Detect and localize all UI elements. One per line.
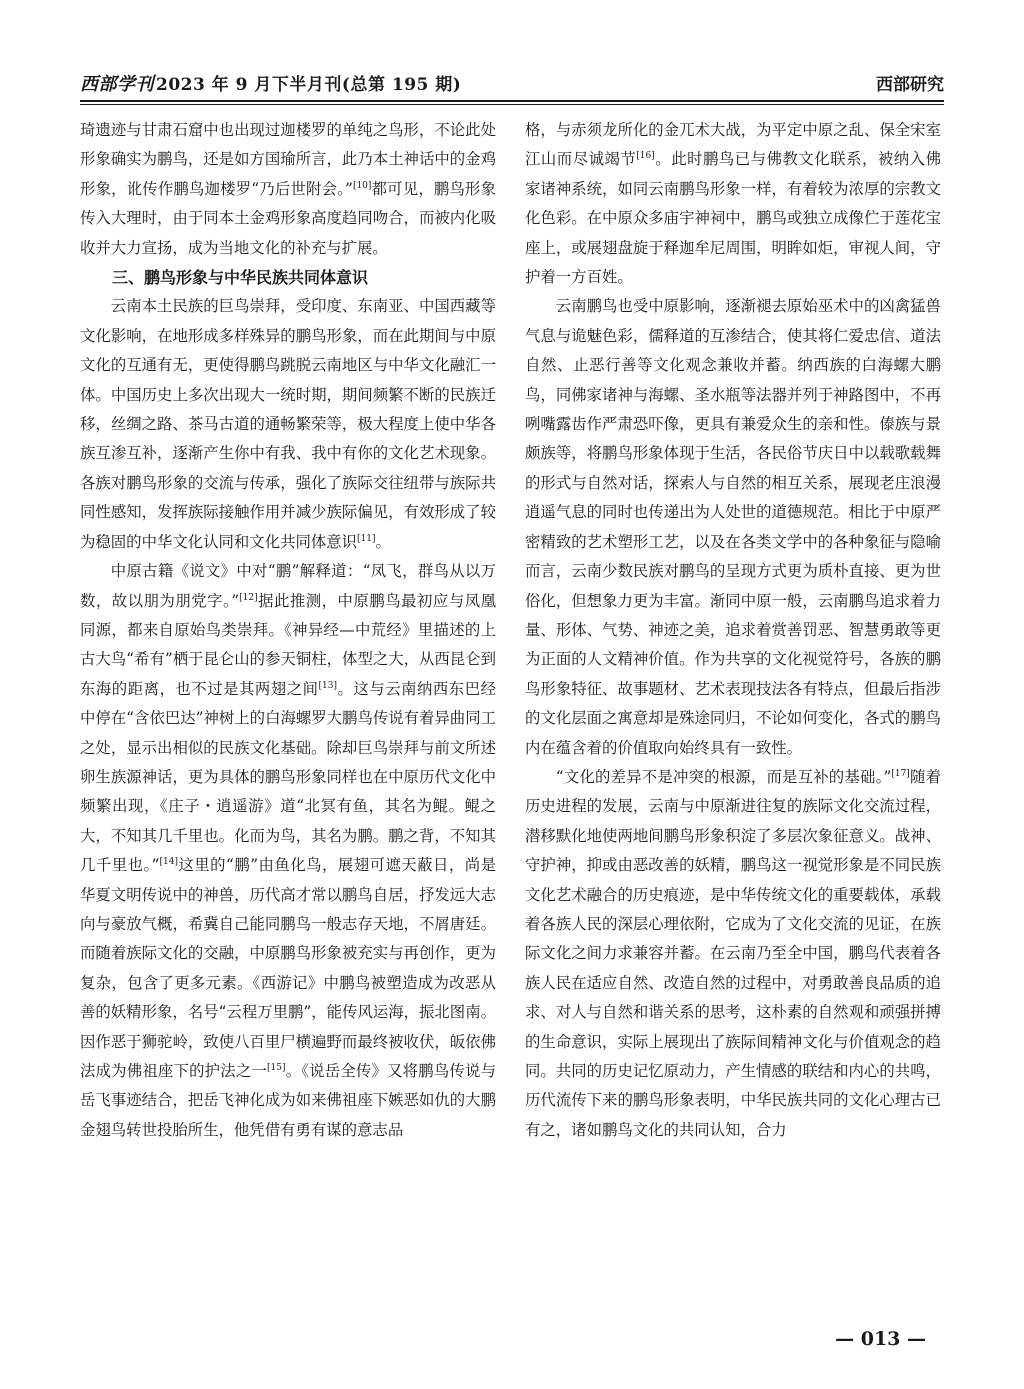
citation: [16] [636,151,655,162]
paragraph: 中原古籍《说文》中对“鹏”解释道：“凤飞，群鸟从以万数，故以朋为朋党字。”[12]据此推测，中原鹏鸟最初应与凤凰同源，都来自原始鸟类崇拜。《神异经—中荒经》里描述的上古大鸟“希有”栖于昆仑山的参天铜柱，体型之大，从西昆仑到东海的距离，也不过是其两翅之间[13]。这与云南纳西东巴经中停在“含依巴达”神树上的白海螺罗大鹏鸟传说有着异曲同工之处，显示出相似的民族文化基础。除却巨鸟崇拜与前文所述卵生族源神话，更为具体的鹏鸟形象同样也在中原历代文化中频繁出现，《庄子・逍遥游》道“北冥有鱼，其名为鲲。鲲之大，不知其几千里也。化而为鸟，其名为鹏。鹏之背，不知其几千里也。”[14]这里的“鹏”由鱼化鸟，展翅可遮天蔽日，尚是华夏文明传说中的神兽，历代高才常以鹏鸟自居，抒发远大志向与豪放气概，希冀自己能同鹏鸟一般志存天地，不屑唐廷。而随着族际文化的交融，中原鹏鸟形象被充实与再创作，更为复杂，包含了更多元素。《西游记》中鹏鸟被塑造成为改恶从善的妖精形象，名号“云程万里鹏”，能传风运海，振北图南。因作恶于狮驼岭，致使八百里尸横遍野而最终被收伏，皈依佛法成为佛祖座下的护法之一[15]。《说岳全传》又将鹏鸟传说与岳飞事迹结合，把岳飞神化成为如来佛祖座下嫉恶如仇的大鹏金翅鸟转世投胎所生，他凭借有勇有谋的意志品 [80,562,496,1139]
left-column [80,116,496,1145]
citation: [13] [318,680,337,691]
page-header [80,66,944,100]
header-rule-thick [80,100,944,102]
section-heading: 三、鹏鸟形象与中华民族共同体意识 [112,268,369,288]
right-column [525,116,941,1145]
paragraph: 云南本土民族的巨鸟崇拜，受印度、东南亚、中国西藏等文化影响，在地形成多样殊异的鹏鸟形象，而在此期间与中原文化的互通有无，更使得鹏鸟跳脱云南地区与中华文化融汇一体。中国历史上多次出现大一统时期，期间频繁不断的民族迁移，丝绸之路、茶马古道的通畅繁荣等，极大程度上使中华各族互渗互补，逐渐产生你中有我、我中有你的文化艺术现象。各族对鹏鸟形象的交流与传承，强化了族际交往纽带与族际共同性感知，发挥族际接触作用并减少族际偏见，有效形成了较为稳固的中华文化认同和文化共同体意识[11]。 [80,297,496,551]
journal-logo: 西部学刊 [80,74,154,95]
citation: [17] [891,768,910,779]
citation: [14] [159,857,178,868]
citation: [12] [239,592,258,603]
journal-issue-line [80,70,461,96]
paragraph: 格，与赤须龙所化的金兀术大战，为平定中原之乱、保全宋室江山而尽诚竭节[16]。此时鹏鸟已与佛教文化联系，被纳入佛家诸神系统，如同云南鹏鸟形象一样，有着较为浓厚的宗教文化色彩。在中原众多庙宇神祠中，鹏鸟或独立成像伫于莲花宝座上，或展翅盘旋于释迦牟尼周围，明眸如炬，审视人间，守护着一方百姓。 [525,121,941,287]
paragraph: 琦遗迹与甘肃石窟中也出现过迦楼罗的单纯之鸟形，不论此处形象确实为鹏鸟，还是如方国瑜所言，此乃本土神话中的金鸡形象，讹传作鹏鸟迦楼罗“乃后世附会。”[10]都可见，鹏鸟形象传入大理时，由于同本土金鸡形象高度趋同吻合，而被内化吸收并大力宣扬，成为当地文化的补充与扩展。 [80,121,496,257]
citation: [15] [267,1062,286,1073]
paragraph: 云南鹏鸟也受中原影响，逐渐褪去原始巫术中的凶禽猛兽气息与诡魅色彩，儒释道的互渗结合，使其将仁爱忠信、道法自然、止恶行善等文化观念兼收并蓄。纳西族的白海螺大鹏鸟，同佛家诸神与海螺、圣水瓶等法器并列于神路图中，不再咧嘴露齿作严肃恐吓像，更具有兼爱众生的亲和性。傣族与景颇族等，将鹏鸟形象体现于生活，各民俗节庆日中以载歌载舞的形式与自然对话，探索人与自然的相互关系，展现老庄浪漫逍遥气息的同时也传递出为人处世的道德规范。相比于中原严密精致的艺术塑形工艺，以及在各类文学中的各种象征与隐喻而言，云南少数民族对鹏鸟的呈现方式更为质朴直接、更为世俗化，但想象力更为丰富。渐同中原一般，云南鹏鸟追求着力量、形体、气势、神迹之美，追求着赏善罚恶、智慧勇敢等更为正面的人文精神价值。作为共享的文化视觉符号，各族的鹏鸟形象特征、故事题材、艺术表现技法各有特点，但最后指涉的文化层面之寓意却是殊途同归，不论如何变化，各式的鹏鸟内在蕴含着的价值取向始终具有一致性。 [525,297,941,757]
section-label: 西部研究 [876,75,944,95]
page-number: — 013 — [835,1328,926,1350]
issue-info: 2023 年 9 月下半月刊(总第 195 期) [156,75,462,95]
citation: [10] [352,180,372,191]
paragraph: “文化的差异不是冲突的根源，而是互补的基础。”[17]随着历史进程的发展，云南与中原渐进往复的族际文化交流过程，潜移默化地使两地间鹏鸟形象积淀了多层次象征意义。战神、守护神，抑或由恶改善的妖精，鹏鸟这一视觉形象是不同民族文化艺术融合的历史痕迹，是中华传统文化的重要载体，承载着各族人民的深层心理依附，它成为了文化交流的见证，在族际文化之间力求兼容并蓄。在云南乃至全中国，鹏鸟代表着各族人民在适应自然、改造自然的过程中，对勇敢善良品质的追求、对人与自然和谐关系的思考，这朴素的自然观和顽强拼搏的生命意识，实际上展现出了族际间精神文化与价值观念的趋同。共同的历史记忆原动力，产生情感的联结和内心的共鸣，历代流传下来的鹏鸟形象表明，中华民族共同的文化心理古已有之，诸如鹏鸟文化的共同认知，合力 [525,767,941,1139]
header-rule-thin [80,104,944,105]
citation: [11] [357,533,376,544]
